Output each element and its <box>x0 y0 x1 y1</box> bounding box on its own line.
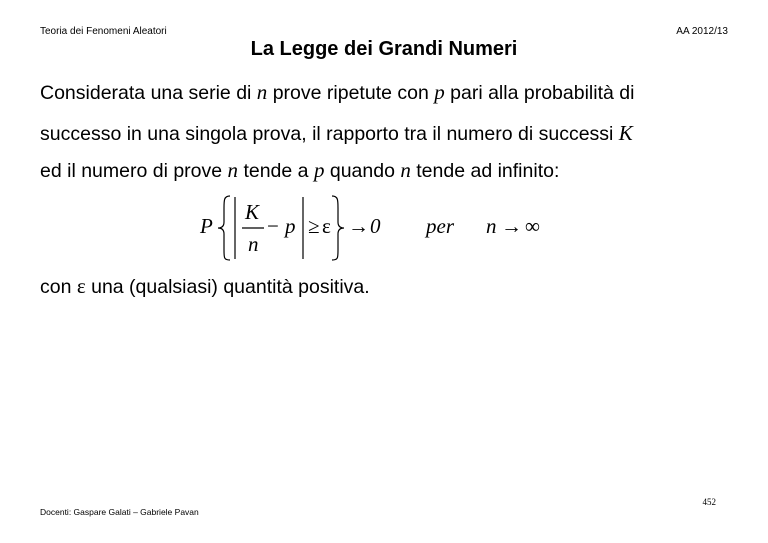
formula-per: per <box>426 214 454 238</box>
text-run: Considerata una serie di <box>40 82 257 104</box>
symbol-p: p <box>434 80 445 104</box>
slide-title: La Legge dei Grandi Numeri <box>250 38 518 60</box>
formula-minus: − <box>267 214 279 238</box>
paragraph-line-3 <box>40 158 559 183</box>
formula-geq: ≥ <box>308 214 320 238</box>
formula-p: p <box>285 214 296 238</box>
page-number: 452 <box>702 497 716 507</box>
text-run: pari alla probabilità di <box>444 82 635 104</box>
formula-zero: 0 <box>370 214 381 238</box>
text-run: prove ripetute con <box>267 82 435 104</box>
symbol-p: p <box>313 158 325 182</box>
formula-P: P <box>200 214 213 238</box>
text-run: tende a <box>238 160 314 182</box>
paragraph-line-2 <box>40 121 633 146</box>
paragraph-line-1 <box>40 80 634 105</box>
formula-infinity: ∞ <box>525 214 540 238</box>
formula-arrow: → <box>348 214 369 238</box>
left-brace <box>218 196 230 260</box>
text-run: ed il numero di prove <box>40 160 228 182</box>
text-run: tende ad infinito: <box>410 160 560 182</box>
symbol-epsilon: ε <box>76 274 86 298</box>
footer-teachers: Docenti: Gaspare Galati – Gabriele Pavan <box>40 507 199 517</box>
symbol-K: K <box>618 121 633 145</box>
text-run: successo in una singola prova, il rapporto tra il numero di successi <box>40 123 619 145</box>
academic-year: AA 2012/13 <box>676 26 728 37</box>
conclusion-line <box>40 274 370 299</box>
text-run: con <box>40 276 77 298</box>
formula-epsilon: ε <box>322 214 331 238</box>
formula-n: n <box>486 214 497 238</box>
law-of-large-numbers-formula <box>200 192 560 264</box>
formula-n-denominator: n <box>248 232 259 256</box>
text-run: quando <box>324 160 401 182</box>
symbol-n: n <box>400 158 411 182</box>
formula-K: K <box>245 200 260 224</box>
course-name: Teoria dei Fenomeni Aleatori <box>40 26 167 37</box>
symbol-n: n <box>227 158 239 182</box>
right-brace <box>332 196 344 260</box>
symbol-n: n <box>256 80 268 104</box>
text-run: una (qualsiasi) quantità positiva. <box>85 276 370 298</box>
formula-arrow: → <box>501 214 522 238</box>
